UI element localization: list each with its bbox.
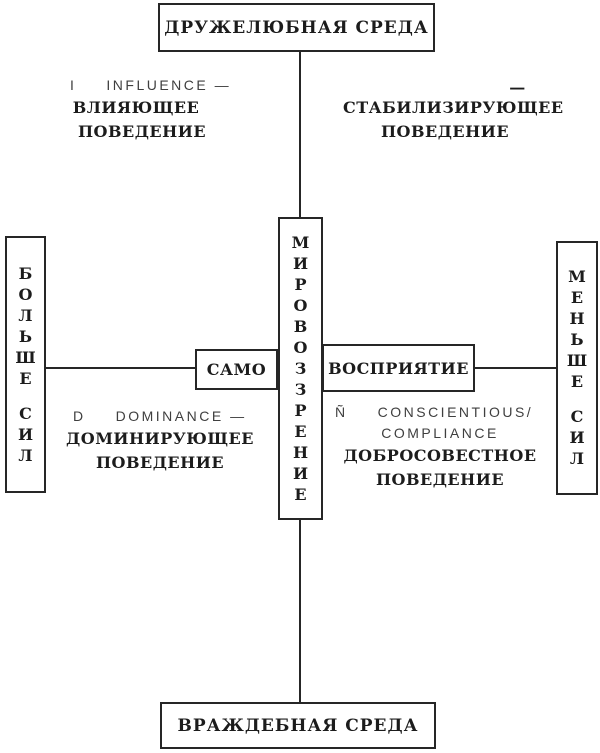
influence-letter: I [70, 77, 77, 93]
self-box [195, 349, 278, 390]
less-power-label: М Е Н Ь Ш Е С И Л [566, 267, 588, 468]
self-label: САМО [206, 360, 267, 379]
influence-behavior-line2: ПОВЕДЕНИЕ [77, 122, 207, 141]
stabilizing-behavior-line1: СТАБИЛИЗИРУЮЩЕЕ [343, 98, 564, 117]
conscientious-name: CONSCIENTIOUS/ [377, 404, 534, 420]
influence-disc-line [70, 77, 231, 93]
dominance-name: DOMINANCE — [115, 408, 247, 424]
steadiness-dash: — [509, 78, 526, 97]
conscientious-disc-line [335, 404, 533, 420]
hostile-environment-label: ВРАЖДЕБНАЯ СРЕДА [177, 715, 419, 736]
stabilizing-behavior-line2: ПОВЕДЕНИЕ [380, 122, 510, 141]
compliance-line: COMPLIANCE [381, 425, 499, 441]
hostile-environment-box [160, 702, 436, 749]
influence-behavior-line1: ВЛИЯЮЩЕЕ [72, 98, 200, 117]
conscientious-letter: Ñ [335, 404, 348, 420]
dominance-letter: D [73, 408, 86, 424]
top-connector-line [299, 52, 301, 217]
left-connector-line [46, 367, 195, 369]
worldview-box [278, 217, 323, 520]
right-connector-line [475, 367, 556, 369]
friendly-environment-label: ДРУЖЕЛЮБНАЯ СРЕДА [164, 17, 429, 38]
dominance-disc-line [73, 408, 247, 424]
conscientious-behavior-line1: ДОБРОСОВЕСТНОЕ [343, 446, 537, 465]
perception-label: ВОСПРИЯТИЕ [328, 358, 469, 378]
friendly-environment-box [158, 3, 435, 52]
dominant-behavior-line2: ПОВЕДЕНИЕ [95, 453, 225, 472]
bottom-connector-line [299, 519, 301, 703]
more-power-label: Б О Л Ь Ш Е С И Л [15, 263, 36, 465]
worldview-label: М И Р О В О З З Р Е Н И Е [291, 232, 310, 504]
perception-box [322, 344, 475, 392]
conscientious-behavior-line2: ПОВЕДЕНИЕ [375, 470, 505, 489]
influence-name: INFLUENCE — [106, 77, 232, 93]
more-power-box [5, 236, 46, 493]
less-power-box [556, 241, 598, 495]
dominant-behavior-line1: ДОМИНИРУЮЩЕЕ [66, 429, 254, 448]
